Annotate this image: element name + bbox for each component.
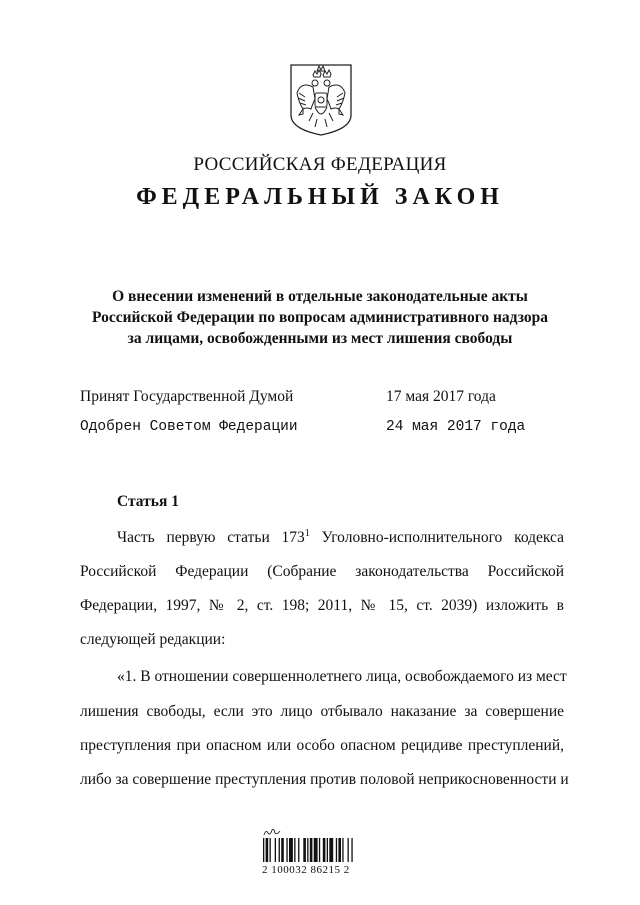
barcode-bar [323,838,326,862]
council-approval-label: Одобрен Советом Федерации [80,419,298,435]
barcode-bar [289,838,293,862]
article-text-line: следующей редакции: [80,631,226,648]
barcode-bar [294,838,295,862]
article-text-line: лишения свободы, если это лицо отбывало наказание за совершение [80,703,564,720]
barcode-bar [303,838,306,862]
article-text-line [80,660,567,694]
barcode-bar [329,838,333,862]
law-title-line: за лицами, освобожденными из мест лишения свободы [127,330,513,347]
article-text-line [80,521,564,555]
article-text-line: либо за совершение преступления против половой неприкосновенности и [80,771,569,788]
duma-adoption-date: 17 мая 2017 года [386,388,496,405]
barcode-bar [281,838,284,862]
barcode-bar [342,838,343,862]
law-title [60,286,580,349]
article-text-fragment: «1. В отношении совершеннолетнего лица, освобождаемого из мест [117,668,567,685]
barcode-bar [314,838,318,862]
law-title-line: О внесении изменений в отдельные законодательные акты [112,288,528,305]
barcode-bar [336,838,337,862]
barcode-bar [307,838,308,862]
law-title-line: Российской Федерации по вопросам административного надзора [92,309,548,326]
barcode-bar [275,838,276,862]
country-name: РОССИЙСКАЯ ФЕДЕРАЦИЯ [193,154,447,175]
article-text-fragment: Часть первую статьи 173 [117,529,305,546]
article-text-line: Федерации, 1997, № 2, ст. 198; 2011, № 15, ст. 2039) изложить в [80,597,564,614]
barcode-bar [270,838,271,862]
coat-of-arms-icon [289,63,353,137]
article-heading: Статья 1 [117,493,179,510]
barcode-bar [327,838,328,862]
article-text-line: Российской Федерации (Собрание законодательства Российской [80,563,564,580]
barcode-bar [319,838,320,862]
barcode-number: 2 100032 86215 2 [262,864,350,876]
barcode-bar [286,838,287,862]
barcode-bar [338,838,341,862]
barcode-bar [266,838,269,862]
handwritten-mark-icon [263,827,281,837]
barcode-bar [298,838,299,862]
article-text-fragment: Уголовно-исполнительного кодекса [309,529,565,546]
barcode-bar [279,838,280,862]
duma-adoption-label: Принят Государственной Думой [80,388,294,405]
article-text-line: преступления при опасном или особо опасном рецидиве преступлений, [80,737,564,754]
barcode-icon [262,838,386,862]
article-number-superscript: 1 [304,528,310,539]
council-approval-date: 24 мая 2017 года [386,419,526,435]
barcode-bar [310,838,313,862]
barcode-bar [348,838,349,862]
barcode-bar [351,838,352,862]
barcode-bar [263,838,264,862]
document-type: ФЕДЕРАЛЬНЫЙ ЗАКОН [136,184,504,210]
